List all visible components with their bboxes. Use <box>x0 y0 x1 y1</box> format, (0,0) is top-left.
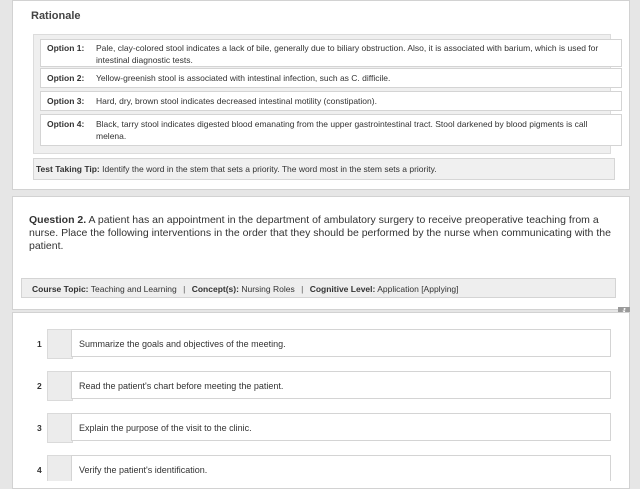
rationale-title: Rationale <box>31 10 81 22</box>
rationale-panel <box>12 0 630 190</box>
tip-label: Test Taking Tip: <box>36 164 100 174</box>
answer-text[interactable]: Verify the patient's identification. <box>71 455 611 481</box>
question-text: A patient has an appointment in the department of ambulatory surgery to receive preoperative teaching from a nurse. Place the following interventions in the order that they should be performed by the nurse when communicating with the patient. <box>29 214 611 252</box>
question-stem <box>29 214 614 253</box>
answer-text[interactable]: Summarize the goals and objectives of the meeting. <box>71 329 611 357</box>
answer-number: 3 <box>37 423 42 433</box>
drag-handle[interactable] <box>47 455 73 481</box>
option-label: Option 4: <box>47 119 85 129</box>
course-topic-value: Teaching and Learning <box>90 284 177 294</box>
answer-text[interactable]: Read the patient's chart before meeting the patient. <box>71 371 611 399</box>
option-text: Yellow-greenish stool is associated with intestinal infection, such as C. difficile. <box>96 73 391 83</box>
rationale-options <box>33 34 611 154</box>
answer-number: 1 <box>37 339 42 349</box>
option-text: Hard, dry, brown stool indicates decreased intestinal motility (constipation). <box>96 96 377 106</box>
separator: | <box>301 284 304 294</box>
answer-number: 2 <box>37 381 42 391</box>
test-taking-tip <box>33 158 615 180</box>
rationale-option-1 <box>40 39 622 67</box>
separator: | <box>183 284 186 294</box>
concepts-label: Concept(s): <box>191 284 239 294</box>
option-label: Option 1: <box>47 43 85 53</box>
rationale-option-2 <box>40 68 622 88</box>
question-panel <box>12 196 630 310</box>
tip-text: Identify the word in the stem that sets a priority. The word most in the stem sets a priority. <box>99 164 437 174</box>
drag-handle[interactable] <box>47 329 73 359</box>
cognitive-level-value: Application [Applying] <box>377 284 459 294</box>
cognitive-level-label: Cognitive Level: <box>309 284 376 294</box>
option-label: Option 3: <box>47 96 85 106</box>
concepts-value: Nursing Roles <box>241 284 295 294</box>
answer-number: 4 <box>37 465 42 475</box>
answer-text[interactable]: Explain the purpose of the visit to the clinic. <box>71 413 611 441</box>
answers-panel <box>12 312 630 489</box>
topic-bar <box>21 278 616 298</box>
rationale-option-3 <box>40 91 622 111</box>
option-text: Pale, clay-colored stool indicates a lack of bile, generally due to biliary obstruction. Also, it is associated with barium, which is used for intestinal diagnostic tests. <box>96 43 599 65</box>
rationale-option-4 <box>40 114 622 146</box>
question-number: Question 2. <box>29 214 87 226</box>
drag-handle[interactable] <box>47 371 73 401</box>
option-text: Black, tarry stool indicates digested blood emanating from the upper gastrointestinal tract. Stool darkened by blood pigments is call melena. <box>96 119 588 141</box>
drag-handle[interactable] <box>47 413 73 443</box>
option-label: Option 2: <box>47 73 85 83</box>
course-topic-label: Course Topic: <box>32 284 89 294</box>
